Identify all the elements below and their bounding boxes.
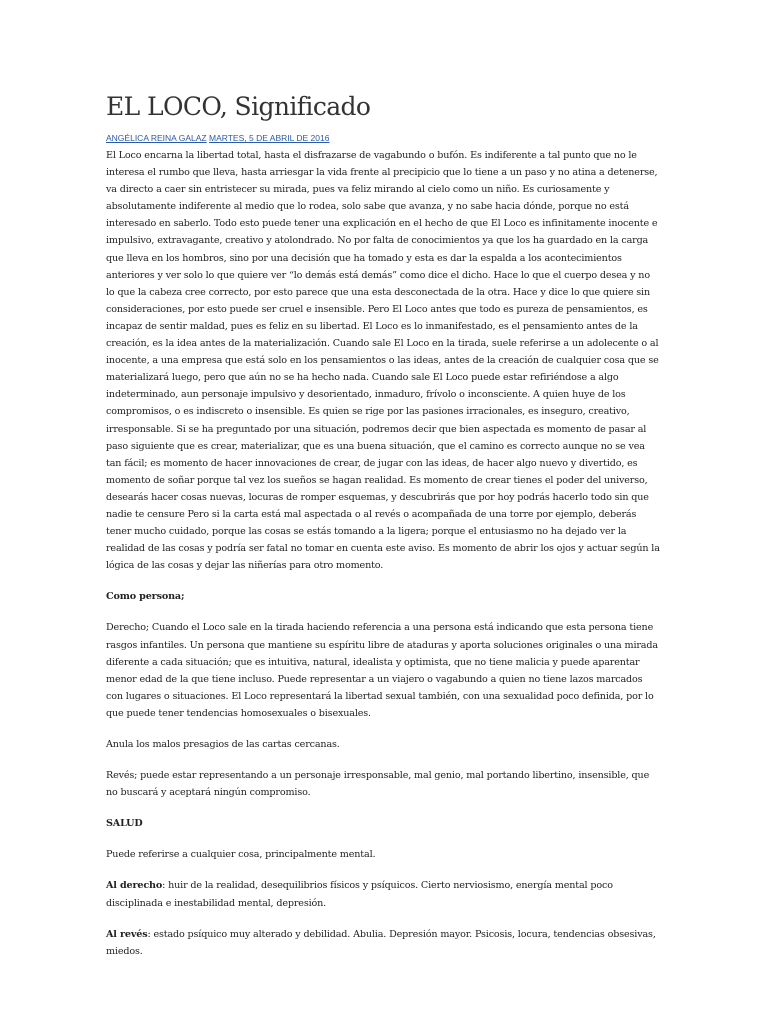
persona-paragraph: Derecho; Cuando el Loco sale en la tirada haciendo referencia a una persona está indicando que esta persona tiene rasgos infantiles. Un persona que mantiene su espíritu libre de ataduras y aporta soluciones originales o una mirada diferente a cada situación; que es intuitiva, natural, idealista y optimista, que no tiene malicia y puede aparentar menor edad de la que tiene incluso. Puede representar a un viajero o vagabundo a quien no tiene lazos marcados con lugares o situaciones. El Loco representará la libertad sexual también, con una sexualidad poco definida, por lo que puede tener tendencias homosexuales o bisexuales.	[106, 622, 658, 719]
reves2-label: Al revés	[106, 928, 148, 940]
author-link[interactable]: ANGÉLICA REINA GALAZ	[106, 133, 207, 143]
page-title: EL LOCO, Significado	[106, 92, 371, 121]
post-meta	[106, 133, 660, 143]
derecho-label: Al derecho	[106, 880, 163, 892]
derecho-paragraph	[106, 877, 660, 911]
reves2-paragraph	[106, 926, 660, 960]
derecho-text: : huir de la realidad, desequilibrios físicos y psíquicos. Cierto nerviosismo, energía mental poco disciplinada e inestabilidad mental, depresión.	[106, 880, 613, 909]
reves2-text: : estado psíquico muy alterado y debilidad. Abulia. Depresión mayor. Psicosis, locura, tendencias obsesivas, miedos.	[106, 928, 656, 957]
salud-paragraph: Puede referirse a cualquier cosa, principalmente mental.	[106, 849, 376, 861]
persona-heading: Como persona;	[106, 591, 185, 603]
salud-heading: SALUD	[106, 818, 143, 830]
intro-paragraph: El Loco encarna la libertad total, hasta el disfrazarse de vagabundo o bufón. Es indiferente a tal punto que no le interesa el rumbo que lleva, hasta arriesgar la vida frente al precipicio que lo tiene a un paso y no atina a detenerse, va directo a caer sin entristecer su mirada, pues va feliz mirando al cielo como un niño. Es curiosamente y absolutamente indiferente al medio que lo rodea, solo sabe que avanza, y no sabe hacia dónde, porque no está interesado en saberlo. Todo esto puede tener una explicación en el hecho de que El Loco es infinitamente inocente e impulsivo, extravagante, creativo y atolondrado. No por falta de conocimientos ya que los ha guardado en la carga que lleva en los hombros, sino por una decisión que ha tomado y esta es dar la espalda a los acontecimientos anteriores y ver solo lo que quiere ver “lo demás está demás” como dice el dicho. Hace lo que el cuerpo desea y no lo que la cabeza cree correcto, por esto parece que una esta desconectada de la otra. Hace y dice lo que quiere sin consideraciones, por esto puede ser cruel e insensible. Pero El Loco antes que todo es pureza de pensamientos, es incapaz de sentir maldad, pues es feliz en su libertad. El Loco es lo inmanifestado, es el pensamiento antes de la creación, es la idea antes de la materialización. Cuando sale El Loco en la tirada, suele referirse a un adolecente o al inocente, a una empresa que está solo en los pensamientos o las ideas, antes de la creación de cualquier cosa que se materializará luego, pero que aún no se ha hecho nada. Cuando sale El Loco puede estar refiriéndose a algo indeterminado, aun personaje impulsivo y desorientado, inmaduro, frívolo o inconsciente. A quien huye de los compromisos, o es indiscreto o insensible. Es quien se rige por las pasiones irracionales, es inseguro, creativo, irresponsable. Si se ha preguntado por una situación, podremos decir que bien aspectada es momento de pasar al paso siguiente que es crear, materializar, que es una buena situación, que el camino es correcto aunque no se vea tan fácil; es momento de hacer innovaciones de crear, de jugar con las ideas, de hacer algo nuevo y divertido, es momento de soñar porque tal vez los sueños se hagan realidad. Es momento de crear tienes el poder del universo, desearás hacer cosas nuevas, locuras de romper esquemas, y descubrirás que por hoy podrás hacerlo todo sin que nadie te censure Pero si la carta está mal aspectada o al revés o acompañada de una torre por ejemplo, deberás tener mucho cuidado, porque las cosas se estás tomando a la ligera; porque el entusiasmo no ha dejado ver la realidad de las cosas y podría ser fatal no tomar en cuenta este aviso. Es momento de abrir los ojos y actuar según la lógica de las cosas y dejar las niñerías para otro momento.	[106, 150, 660, 572]
date-link[interactable]: MARTES, 5 DE ABRIL DE 2016	[209, 133, 330, 143]
anula-paragraph: Anula los malos presagios de las cartas cercanas.	[106, 739, 340, 750]
reves-paragraph: Revés; puede estar representando a un personaje irresponsable, mal genio, mal portando libertino, insensible, que no buscará y aceptará ningún compromiso.	[106, 770, 650, 799]
